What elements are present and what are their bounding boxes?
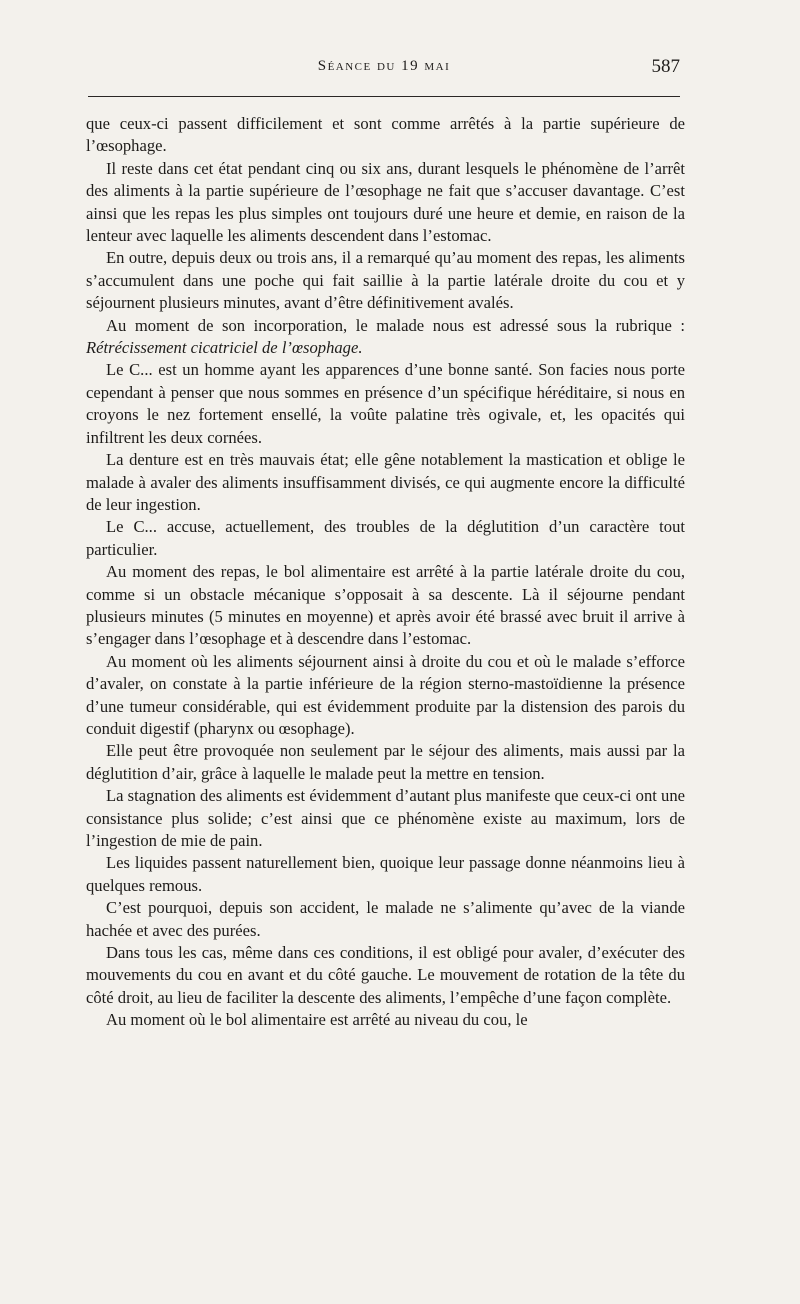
paragraph: Dans tous les cas, même dans ces conditions, il est obligé pour avaler, d’exécuter des mouvements du cou en avant et du côté gauche. Le mouvement de rotation de la tête du côté droit, au lieu de faciliter la descente des aliments, l’empêche d’une façon complète.	[86, 943, 685, 1007]
paragraph: Au moment des repas, le bol alimentaire est arrêté à la partie latérale droite du cou, comme si un obstacle mécanique s’opposait à sa descente. Là il séjourne pendant plusieurs minutes (5 minutes en moyenne) et après avoir été brassé avec bruit il arrive à s’engager dans l’œsophage et à descendre dans l’estomac.	[86, 562, 685, 649]
running-title: Séance du 19 mai	[317, 58, 451, 74]
diagnosis-italic: Rétrécissement cicatriciel de l’œsophage.	[86, 338, 363, 358]
paragraph: C’est pourquoi, depuis son accident, le malade ne s’alimente qu’avec de la viande hachée et avec des purées.	[86, 898, 685, 940]
paragraph: Le C... est un homme ayant les apparences d’une bonne santé. Son facies nous porte cependant à penser que nous sommes en présence d’un spécifique héréditaire, si nous en croyons le nez fortement ensellé, la voûte palatine très ogivale, et, les opacités qui infiltrent les deux cornées.	[86, 360, 685, 447]
paragraph: La stagnation des aliments est évidemment d’autant plus manifeste que ceux-ci ont une consistance plus solide; c’est ainsi que ce phénomène existe au maximum, lors de l’ingestion de mie de pain.	[86, 786, 685, 850]
header-rule	[88, 96, 680, 97]
paragraph: Il reste dans cet état pendant cinq ou six ans, durant lesquels le phénomène de l’arrêt des aliments à la partie supérieure de l’œsophage ne fait que s’accuser davantage. C’est ainsi que les repas les plus simples ont toujours duré une heure et demie, en raison de la lenteur avec laquelle les aliments descendent dans l’estomac.	[86, 158, 685, 246]
paragraph: que ceux-ci passent difficilement et sont comme arrêtés à la partie supérieure de l’œsophage.	[86, 114, 685, 156]
page-number: 587	[651, 56, 680, 77]
paragraph: Le C... accuse, actuellement, des troubles de la déglutition d’un caractère tout particulier.	[86, 517, 685, 559]
page-header	[88, 56, 680, 84]
paragraph: La denture est en très mauvais état; elle gêne notablement la mastication et oblige le malade à avaler des aliments insuffisamment divisés, ce qui augmente encore la difficulté de leur ingestion.	[86, 450, 685, 514]
paragraph: Les liquides passent naturellement bien, quoique leur passage donne néanmoins lieu à quelques remous.	[86, 853, 685, 895]
body-text	[86, 113, 685, 1032]
paragraph: En outre, depuis deux ou trois ans, il a remarqué qu’au moment des repas, les aliments s’accumulent dans une poche qui fait saillie à la partie latérale droite du cou et y séjournent plusieurs minutes, avant d’être définitivement avalés.	[86, 248, 685, 313]
incorporation-lead: Au moment de son incorporation, le malade nous est adressé sous la rubrique :	[106, 315, 685, 335]
paragraph: Elle peut être provoquée non seulement par le séjour des aliments, mais aussi par la déglutition d’air, grâce à laquelle le malade peut la mettre en tension.	[86, 741, 685, 783]
paragraph-incorporation	[86, 315, 685, 360]
paragraph: Au moment où les aliments séjournent ainsi à droite du cou et où le malade s’efforce d’avaler, on constate à la partie inférieure de la région sterno-mastoïdienne la présence d’une tumeur considérable, qui est évidemment produite par la distension des parois du conduit digestif (pharynx ou œsophage).	[86, 651, 685, 738]
paragraph: Au moment où le bol alimentaire est arrêté au niveau du cou, le	[106, 1010, 528, 1030]
